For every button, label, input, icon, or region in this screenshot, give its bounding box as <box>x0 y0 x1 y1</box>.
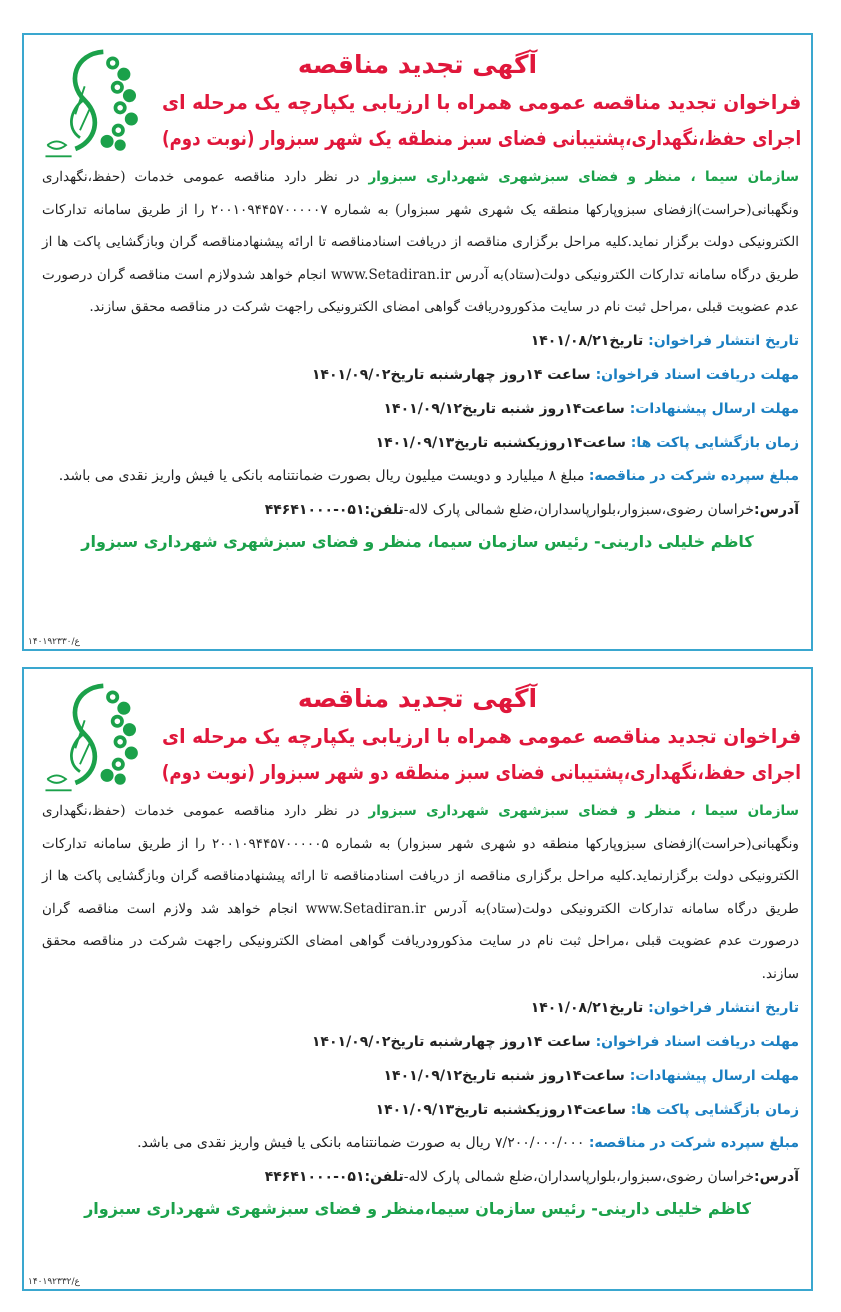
phone-label: تلفن: <box>364 501 404 518</box>
ad-subtitle-line <box>162 719 801 755</box>
signature: کاظم خلیلی دارینی- رئیس سازمان سیما، منظر و فضای سبزشهری شهرداری سبزوار <box>81 531 754 551</box>
schedule-label: مهلت دریافت اسناد فراخوان: <box>595 1033 799 1050</box>
ad-subtitle: فراخوان تجدید مناقصه عمومی همراه با ارزیابی یکپارچه یک مرحله ای <box>161 91 801 114</box>
schedule-row <box>24 426 811 460</box>
phone-value: ۰۵۱-۴۴۶۴۱۰۰۰ <box>264 1168 365 1185</box>
ad-subtitle-project: اجرای حفظ،نگهداری،پشتیبانی فضای سبز منطقه یک شهر سبزوار (نوبت دوم) <box>161 127 801 150</box>
schedule-label: زمان بازگشایی پاکت ها: <box>630 1101 799 1118</box>
schedule-label: مهلت ارسال پیشنهادات: <box>629 400 799 417</box>
municipality-green-space-logo-icon <box>38 41 150 169</box>
schedule-value: ساعت۱۴روز شنبه تاریخ۱۴۰۱/۰۹/۱۲ <box>383 1067 630 1084</box>
signature: کاظم خلیلی دارینی- رئیس سازمان سیما،منظر و فضای سبزشهری شهرداری سبزوار <box>84 1198 751 1218</box>
ad-subtitle-project-line <box>162 121 801 157</box>
ad-body <box>24 157 811 324</box>
address-value: خراسان رضوی،سبزوار،بلوارپاسداران،ضلع شمالی پارک لاله- <box>403 1168 755 1185</box>
schedule-row <box>24 991 811 1025</box>
deposit-value: ۷/۲۰۰/۰۰۰/۰۰۰ ریال به صورت ضمانتنامه بانکی یا فیش واریز نقدی می باشد. <box>137 1134 589 1151</box>
schedule-row <box>24 392 811 426</box>
municipality-green-space-logo-icon <box>38 675 150 803</box>
schedule-value: ساعت۱۴روز شنبه تاریخ۱۴۰۱/۰۹/۱۲ <box>383 400 630 417</box>
ad-schedule <box>24 991 811 1127</box>
schedule-label: تاریخ انتشار فراخوان: <box>648 999 799 1016</box>
organization-name: سازمان سیما ، منظر و فضای سبزشهری شهرداری سبزوار <box>368 169 799 185</box>
address <box>24 493 811 527</box>
ad-body-text: در نظر دارد مناقصه عمومی خدمات (حفظ،نگهداری ونگهبانی(حراست)ازفضای سبزوپارکها منطقه دو شهری شهر سبزوار) به شماره ۲۰۰۱۰۹۴۴۵۷۰۰۰۰۰۵ را از طریق سامانه تدارکات الکترونیکی دولت برگزارنماید.کلیه مراحل برگزاری مناقصه از دریافت اسنادمناقصه تا ارائه پیشنهادمناقصه گران وبازگشایی پاکت ها از طریق درگاه سامانه تدارکات الکترونیکی دولت(ستاد)به آدرس www.Setadiran.ir انجام خواهد شد ولازم است مناقصه گران درصورت عدم عضویت قبلی ،مراحل ثبت نام در سایت مذکورودریافت گواهی امضای الکترونیکی راجهت شرکت در مناقصه محقق سازند. <box>42 803 799 982</box>
deposit-label: مبلغ سپرده شرکت در مناقصه: <box>588 1134 799 1151</box>
schedule-value: ساعت ۱۴روز چهارشنبه تاریخ۱۴۰۱/۰۹/۰۲ <box>311 1033 596 1050</box>
schedule-row <box>24 1059 811 1093</box>
tender-ad <box>22 33 813 651</box>
schedule-value: ساعت۱۴روزیکشنبه تاریخ۱۴۰۱/۰۹/۱۳ <box>375 434 631 451</box>
ad-title: آگهی تجدید مناقصه <box>297 50 538 79</box>
schedule-value: تاریخ۱۴۰۱/۰۸/۲۱ <box>530 332 649 349</box>
phone-value: ۰۵۱-۴۴۶۴۱۰۰۰ <box>264 501 365 518</box>
ad-subtitle: فراخوان تجدید مناقصه عمومی همراه با ارزیابی یکپارچه یک مرحله ای <box>161 725 801 748</box>
schedule-row <box>24 1093 811 1127</box>
deposit-amount <box>24 1127 811 1160</box>
schedule-value: ساعت۱۴روزیکشنبه تاریخ۱۴۰۱/۰۹/۱۳ <box>375 1101 631 1118</box>
ad-code: ع/۱۴۰۱۹۲۳۳۲ <box>28 1277 80 1287</box>
ad-subtitle-project-line <box>162 755 801 791</box>
phone-label: تلفن: <box>364 1168 404 1185</box>
ad-body <box>24 791 811 991</box>
address-label: آدرس: <box>754 1168 799 1185</box>
ad-title: آگهی تجدید مناقصه <box>297 684 538 713</box>
ad-subtitle-line <box>162 85 801 121</box>
schedule-row <box>24 324 811 358</box>
schedule-label: زمان بازگشایی پاکت ها: <box>630 434 799 451</box>
ad-body-text: در نظر دارد مناقصه عمومی خدمات (حفظ،نگهداری ونگهبانی(حراست)ازفضای سبزوپارکها منطقه یک شهری شهر سبزوار) به شماره ۲۰۰۱۰۹۴۴۵۷۰۰۰۰۰۷ را از طریق سامانه تدارکات الکترونیکی دولت برگزار نماید.کلیه مراحل برگزاری مناقصه از دریافت اسنادمناقصه تا ارائه پیشنهادمناقصه گران وبازگشایی پاکت ها از طریق درگاه سامانه تدارکات الکترونیکی دولت(ستاد)به آدرس www.Setadiran.ir انجام خواهد شدولازم است مناقصه گران درصورت عدم عضویت قبلی ،مراحل ثبت نام در سایت مذکورودریافت گواهی امضای الکترونیکی راجهت شرکت در مناقصه محقق سازند. <box>42 169 799 316</box>
ad-subtitle-project: اجرای حفظ،نگهداری،پشتیبانی فضای سبز منطقه دو شهر سبزوار (نوبت دوم) <box>161 761 801 784</box>
address <box>24 1160 811 1194</box>
deposit-amount <box>24 460 811 493</box>
schedule-value: ساعت ۱۴روز چهارشنبه تاریخ۱۴۰۱/۰۹/۰۲ <box>311 366 596 383</box>
schedule-row <box>24 358 811 392</box>
schedule-label: مهلت ارسال پیشنهادات: <box>629 1067 799 1084</box>
tender-ad <box>22 667 813 1291</box>
ad-code: ع/۱۴۰۱۹۲۳۳۰ <box>28 637 80 647</box>
schedule-value: تاریخ۱۴۰۱/۰۸/۲۱ <box>530 999 649 1016</box>
schedule-row <box>24 1025 811 1059</box>
address-value: خراسان رضوی،سبزوار،بلوارپاسداران،ضلع شمالی پارک لاله- <box>403 501 755 518</box>
deposit-label: مبلغ سپرده شرکت در مناقصه: <box>588 467 799 484</box>
ad-schedule <box>24 324 811 460</box>
address-label: آدرس: <box>754 501 799 518</box>
schedule-label: تاریخ انتشار فراخوان: <box>648 332 799 349</box>
organization-name: سازمان سیما ، منظر و فضای سبزشهری شهرداری سبزوار <box>368 803 799 819</box>
deposit-value: مبلغ ۸ میلیارد و دویست میلیون ریال بصورت ضمانتنامه بانکی یا فیش واریز نقدی می باشد. <box>58 467 589 484</box>
schedule-label: مهلت دریافت اسناد فراخوان: <box>595 366 799 383</box>
